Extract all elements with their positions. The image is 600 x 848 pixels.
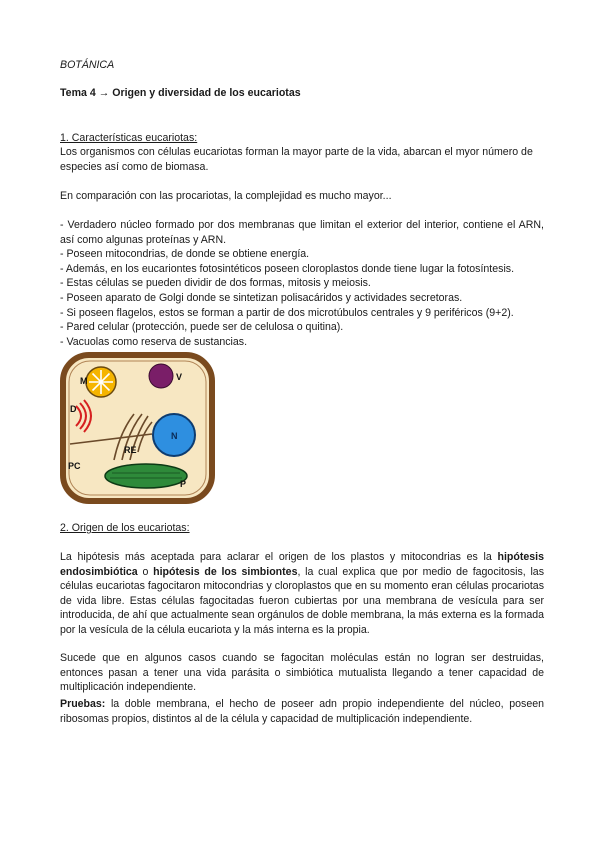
p1-text-a: La hipótesis más aceptada para aclarar el origen de los plastos y mitocondrias es la — [60, 551, 498, 563]
list-item: - Además, en los eucariontes fotosintéticos poseen cloroplastos donde tiene lugar la fotosíntesis. — [60, 262, 515, 275]
label-v: V — [176, 372, 183, 382]
characteristics-list — [60, 218, 544, 349]
evidence-label: Pruebas: — [60, 698, 106, 710]
evidence-text: la doble membrana, el hecho de poseer adn propio independiente del núcleo, poseen ribosomas propios, distintos al de la célula y capacidad de multiplicación independiente. — [60, 698, 544, 725]
page-title: Tema 4 → Origen y diversidad de los eucariotas — [60, 87, 301, 99]
section-1-comparison: En comparación con las procariotas, la complejidad es mucho mayor... — [60, 190, 392, 202]
label-d: D — [70, 404, 77, 414]
label-m: M — [80, 376, 88, 386]
list-item: - Estas células se pueden dividir de dos formas, mitosis y meiosis. — [60, 277, 371, 290]
label-n: N — [171, 431, 178, 441]
chloroplast — [105, 464, 187, 488]
eukaryotic-cell-diagram — [60, 352, 215, 504]
section-1-intro: Los organismos con células eucariotas forman la mayor parte de la vida, abarcan el myor número de especies así como de biomasa. — [60, 146, 533, 173]
term-symbionts: hipótesis de los simbiontes — [153, 565, 298, 578]
list-item: - Verdadero núcleo formado por dos membranas que limitan el exterior del interior, contiene el ARN, así como algunas proteínas y ARN. — [60, 219, 544, 246]
term-endosymbiotic: hipótesis endosimbiótica — [60, 551, 544, 578]
list-item: - Pared celular (protección, puede ser de celulosa o quitina). — [60, 321, 344, 334]
list-item: - Vacuolas como reserva de sustancias. — [60, 335, 248, 348]
list-item: - Si poseen flagelos, estos se forman a partir de dos microtúbulos centrales y 9 periféricos (9+2). — [60, 306, 514, 319]
label-p: P — [180, 479, 187, 489]
subject-header: BOTÁNICA — [60, 59, 115, 71]
p1-text-c: o — [137, 565, 154, 578]
mitochondrion — [86, 367, 116, 397]
vacuole — [149, 364, 173, 388]
label-pc: PC — [68, 461, 81, 471]
section-1-heading: 1. Características eucariotas: — [60, 132, 198, 144]
label-re: RE — [124, 445, 137, 455]
section-2-paragraph-2: Sucede que en algunos casos cuando se fagocitan moléculas están no logran ser destruidas, entonces pasan a tener una vida parásita o simbiótica mutualista llegando a tener capacidad de multiplicación independiente. — [60, 652, 544, 694]
list-item: - Poseen mitocondrias, de donde se obtiene energía. — [60, 248, 310, 261]
section-2-heading: 2. Origen de los eucariotas: — [60, 522, 190, 534]
p1-text-d: , la cual explica que por medio de fagocitosis, las células eucariotas fagocitaron mitocondrias y cloroplastos que en su momento eran células procariotas de vida libre. Estas células fagocitadas fueron cubiertas por una membrana de vesícula para ser introducida, de ahí que actualmente sean orgánulos de doble membrana, la más externa es la formada por la vesícula de la célula eucariota y la más interna es la propia. — [60, 565, 544, 636]
evidence-paragraph — [60, 697, 544, 726]
list-item: - Poseen aparato de Golgi donde se sintetizan polisacáridos y actividades secretoras. — [60, 291, 463, 304]
section-2-paragraph-1 — [60, 550, 544, 638]
